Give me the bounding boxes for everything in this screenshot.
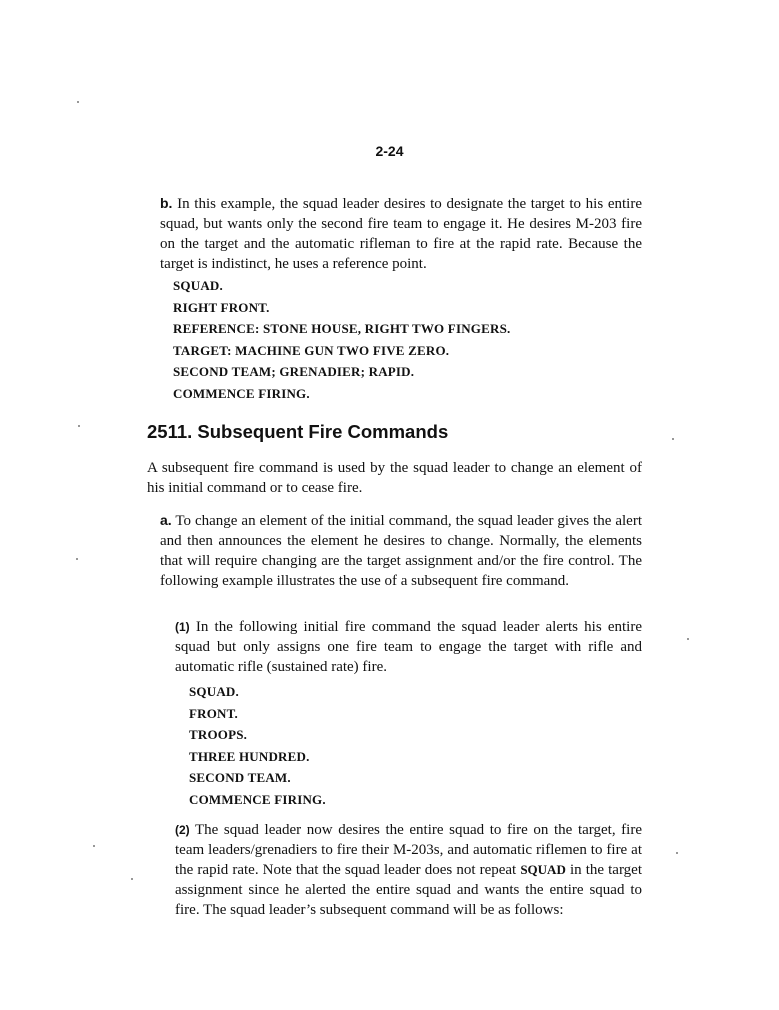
page-number: 2-24: [375, 143, 404, 159]
fire-command-line: COMMENCE FIRING.: [189, 791, 326, 807]
section-heading: 2511. Subsequent Fire Commands: [147, 421, 449, 442]
fire-command-list-1: [173, 275, 643, 404]
paragraph-1-lead: (1): [175, 620, 190, 634]
fire-command-line: TARGET: MACHINE GUN TWO FIVE ZERO.: [173, 342, 450, 358]
paragraph-a-text: To change an element of the initial command, the squad leader gives the alert and then announces the element he desires to change. Normally, the elements that will require changing are the target assignment and/or the fire control. The following example illustrates the use of a subsequent fire command.: [160, 513, 642, 589]
fire-command-line: TROOPS.: [189, 727, 248, 742]
paragraph-b: [160, 193, 642, 274]
paragraph-2-text: The squad leader now desires the entire squad to fire on the target, fire team leaders/grenadiers to fire their M-203s, and automatic riflemen to fire at the rapid rate. Note that the squad leader does not repeat: [175, 822, 642, 878]
scan-speck: [131, 878, 133, 880]
paragraph-1: [175, 617, 642, 677]
paragraph-2-text-end: in the target assignment since he alerted the entire squad and wants the entire squad to fire. The squad leader’s subsequent command will be as follows:: [175, 862, 642, 918]
fire-command-line: REFERENCE: STONE HOUSE, RIGHT TWO FINGERS.: [173, 321, 511, 336]
fire-command-line: COMMENCE FIRING.: [173, 385, 310, 401]
paragraph-b-lead: b.: [160, 195, 173, 211]
paragraph-2-lead: (2): [175, 823, 190, 837]
paragraph-2-bold-word: SQUAD: [520, 862, 566, 877]
fire-command-line: SECOND TEAM.: [189, 770, 291, 785]
paragraph-2: [175, 820, 642, 920]
scan-speck: [78, 425, 80, 427]
scan-speck: [77, 101, 79, 103]
fire-command-line: FRONT.: [189, 705, 238, 721]
paragraph-a: [160, 510, 642, 591]
scan-speck: [672, 438, 674, 440]
scan-speck: [93, 845, 95, 847]
fire-command-list-2: [189, 681, 639, 810]
paragraph-1-text: In the following initial fire command the squad leader alerts his entire squad but only assigns one fire team to engage the target with rifle and automatic rifle (sustained rate) fire.: [175, 619, 642, 675]
fire-command-line: RIGHT FRONT.: [173, 299, 270, 315]
fire-command-line: SECOND TEAM; GRENADIER; RAPID.: [173, 364, 415, 379]
scan-speck: [76, 558, 78, 560]
fire-command-line: THREE HUNDRED.: [189, 748, 310, 764]
paragraph-a-lead: a.: [160, 512, 172, 528]
fire-command-line: SQUAD.: [173, 278, 223, 293]
section-intro: A subsequent fire command is used by the squad leader to change an element of his initial command or to cease fire.: [147, 460, 642, 496]
paragraph-b-text: In this example, the squad leader desires to designate the target to his entire squad, but wants only the second fire team to engage it. He desires M-203 fire on the target and the automatic rifleman to fire at the rapid rate. Because the target is indistinct, he uses a reference point.: [160, 196, 642, 272]
scan-speck: [676, 852, 678, 854]
scan-speck: [687, 638, 689, 640]
fire-command-line: SQUAD.: [189, 684, 239, 699]
